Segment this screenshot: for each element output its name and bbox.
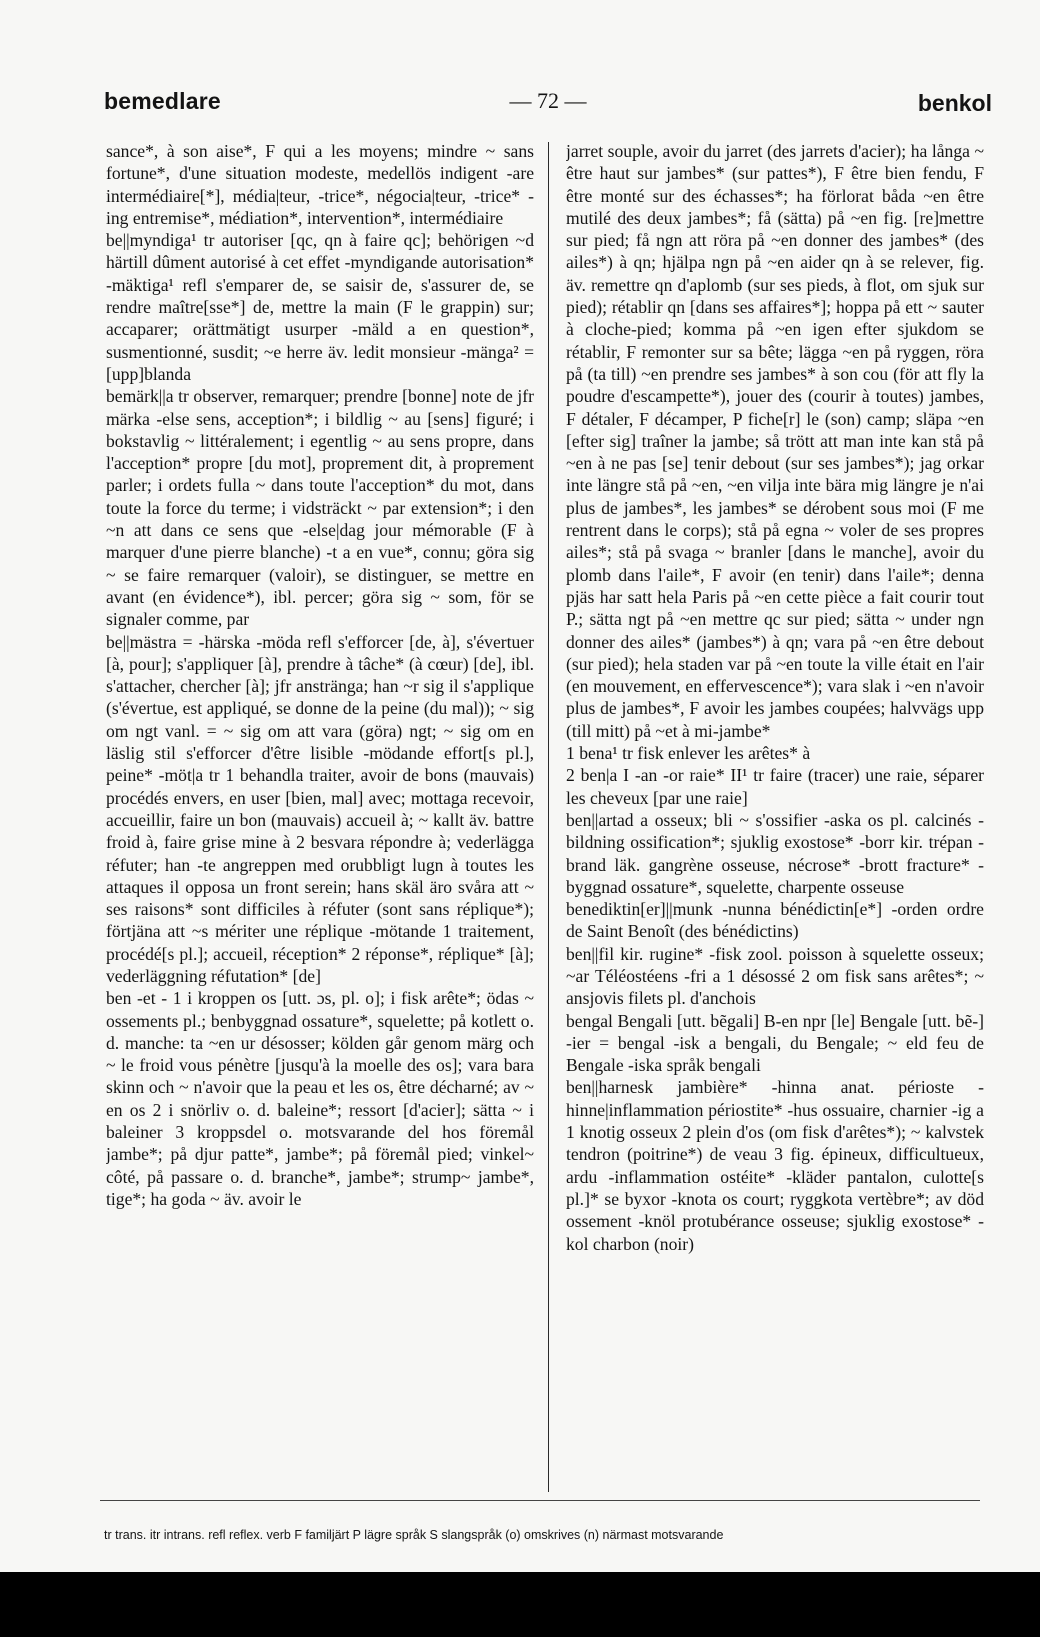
- entry-paragraph: bemärk||a tr observer, remarquer; prendre [bonne] note de jfr märka -else sens, acception*; i bildlig ~ au [sens] figuré; i bokstavlig ~ littéralement; i egentlig ~ au sens propre, dans l'acception* propre [du mot], proprement dit, à proprement parler; i ordets fulla ~ dans toute l'acception* du mot, dans toute la force du terme; i vidsträckt ~ par extension*; i den ~n att dans ce sens que -else|dag jour mémorable (F à marquer d'une pierre blanche) -t a en vue*, connu; göra sig ~ se faire remarquer (valoir), se distinguer, se mettre en avant (en évidence*), ibl. percer; göra sig ~ som, för se signaler comme, par: [106, 386, 534, 630]
- entry-paragraph: ben||artad a osseux; bli ~ s'ossifier -aska os pl. calcinés -bildning ossification*; sjuklig exostose* -borr kir. trépan -brand läk. gangrène osseuse, nécrose* -brott fracture* -byggnad ossature*, squelette, charpente osseuse: [566, 809, 984, 897]
- left-column: [106, 140, 534, 1500]
- footer-rule: [100, 1500, 980, 1501]
- right-column: [566, 140, 984, 1500]
- entry-paragraph: sance*, à son aise*, F qui a les moyens; mindre ~ sans fortune*, d'une situation modeste, medellös indigent -are intermédiaire[*], média|teur, -trice*, négocia|teur, -trice* -ing entremise*, médiation*, intervention*, intermédiaire: [106, 141, 534, 228]
- abbreviation-legend: tr trans. itr intrans. refl reflex. verb F familjärt P lägre språk S slangspråk (o) omskrives (n) närmast motsvarande: [104, 1528, 724, 1542]
- entry-paragraph: be||myndiga¹ tr autoriser [qc, qn à faire qc]; behörigen ~d härtill dûment autorisé à cet effet -myndigande autorisation* -mäktiga¹ refl s'emparer de, se saisir de, s'assurer de, se rendre maître[sse*] de, mettre la main (F le grappin) sur; accaparer; orättmätigt usurper -mäld a en question*, susmentionné, susdit; ~e herre äv. ledit monsieur -mänga² = [upp]blanda: [106, 230, 534, 384]
- entry-paragraph: be||mästra = -härska -möda refl s'efforcer [de, à], s'évertuer [à, pour]; s'appliquer [à], prendre à tâche* (à cœur) [de], ibl. s'attacher, chercher [à]; jfr anstränga; han ~r sig il s'applique (s'évertue, est appliqué, se donne de la peine (du mal)); ~ sig om ngt vanl. = ~ sig om att vara (göra) ngt; ~ sig om en läslig stil s'efforcer d'être lisible -mödande effort[s pl.], peine* -möt|a tr 1 behandla traiter, avoir de bons (mauvais) procédés envers, en user [bien, mal] avec; mottaga recevoir, accueillir, faire un bon (mauvais) accueil à; ~ kallt äv. battre froid à, faire grise mine à 2 besvara répondre à; vederlägga réfuter; han -te angreppen med orubbligt lugn à toutes les attaques il opposa un front serein; hans skäl äro svåra att ~ ses raisons* sont difficiles à réfuter (sont sans réplique*); förtjäna att ~s mériter une réplique -mötande 1 traitement, procédé[s pl.]; accueil, réception* 2 réponse*, réplique* [à]; vederläggning réfutation* [de]: [106, 631, 534, 986]
- column-divider: [548, 142, 549, 1492]
- entry-paragraph: benediktin[er]||munk -nunna bénédictin[e*] -orden ordre de Saint Benoît (des bénédictins): [566, 899, 984, 942]
- entry-paragraph: bengal Bengali [utt. bẽgali] B-en npr [le] Bengale [utt. bẽ-] -ier = bengal -isk a bengali, du Bengale; ~ eld feu de Bengale -iska språk bengali: [566, 1010, 984, 1076]
- entry-paragraph: 1 bena¹ tr fisk enlever les arêtes* à: [566, 743, 811, 764]
- scan-border: [0, 1572, 1040, 1637]
- entry-paragraph: ben -et - 1 i kroppen os [utt. ɔs, pl. o]; i fisk arête*; ödas ~ ossements pl.; benbyggnad ossature*, squelette; på kotlett o. d. manche: ta ~en ur désosser; kölden går genom märg och ~ le froid vous pénètre [jusqu'à la moelle des os]; vara bara skinn och ~ n'avoir que la peau et les os, être décharné; av ~ en os 2 i snörliv o. d. baleine*; ressort [d'acier]; sätta ~ i baleiner 3 kroppsdel o. motsvarande del hos föremål jambe*; på djur patte*, jambe*; på föremål pied; vinkel~ côté, på passare o. d. branche*, jambe*; strump~ jambe*, tige*; ha goda ~ äv. avoir le: [106, 988, 534, 1209]
- page-number: — 72 —: [509, 88, 587, 113]
- entry-paragraph: ben||fil kir. rugine* -fisk zool. poisson à squelette osseux; ~ar Téléostéens -fri a 1 désossé 2 om fisk sans arêtes*; ~ ansjovis filets pl. d'anchois: [566, 943, 984, 1009]
- entry-paragraph: 2 ben|a I -an -or raie* II¹ tr faire (tracer) une raie, séparer les cheveux [par une raie]: [566, 765, 984, 808]
- page-header: [104, 88, 992, 128]
- right-running-headword: benkol: [917, 90, 992, 116]
- entry-paragraph: ben||harnesk jambière* -hinna anat. périoste -hinne|inflammation périostite* -hus ossuaire, charnier -ig a 1 knotig osseux 2 plein d'os (om fisk d'arêtes*); ~ kalvstek tendron (poitrine*) de veau 3 fig. épineux, difficultueux, ardu -inflammation ostéite* -kläder pantalon, culotte[s pl.]* se byxor -knota os court; ryggkota vertèbre*; av död ossement -knöl protubérance osseuse; sjuklig exostose* -kol charbon (noir): [566, 1077, 984, 1254]
- entry-paragraph: jarret souple, avoir du jarret (des jarrets d'acier); ha långa ~ être haut sur jambes* (sur pattes*), F être bien fendu, F être monté sur des échasses*; ha förlorat båda ~en être mutilé des deux jambes*; få (sätta) på ~en fig. [re]mettre sur pied; få ngn att röra på ~en donner des jambes* (des ailes*) à qn; hjälpa ngn på ~en aider qn à se relever, fig. äv. remettre qn d'aplomb (sur ses pieds, à flot, om sjuk sur pied); rétablir qn [dans ses affaires*]; hoppa på ett ~ sauter à cloche-pied; komma på ~en igen efter sjukdom se rétablir, F remonter sur sa bête; lägga ~en på ryggen, röra på (ta till) ~en prendre ses jambes* à son cou (för att fly la poudre d'escampette*), jouer des (courir à toutes) jambes, F détaler, F décamper, P fiche[r] le (son) camp; släpa ~en [efter sig] traîner la jambe; så trött att man inte kan stå på ~en à ne pas [se] tenir debout (sur ses jambes*); jag orkar inte längre stå på ~en, ~en vilja inte bära mig längre je n'ai plus de jambes*, les jambes* se dérobent sous moi (F me rentrent dans le corps); stå på egna ~ voler de ses propres ailes*; stå på svaga ~ branler [dans le manche], avoir du plomb dans l'aile*, F avoir (en tenir) dans l'aile*; denna pjäs har satt hela Paris på ~en cette pièce a fait courir tout P.; sätta ngt på ~en mettre qc sur pied; sätta ~ under ngn donner des ailes* (jambes*) à qn; vara på ~en être debout (sur pied); hela staden var på ~en toute la ville était en l'air (en mouvement, en effervescence*); vara slak i ~en n'avoir plus de jambes*, F avoir les jambes coupées; halvvägs upp (till mitt) på ~et à mi-jambe*: [566, 141, 984, 741]
- left-running-headword: bemedlare: [104, 88, 221, 114]
